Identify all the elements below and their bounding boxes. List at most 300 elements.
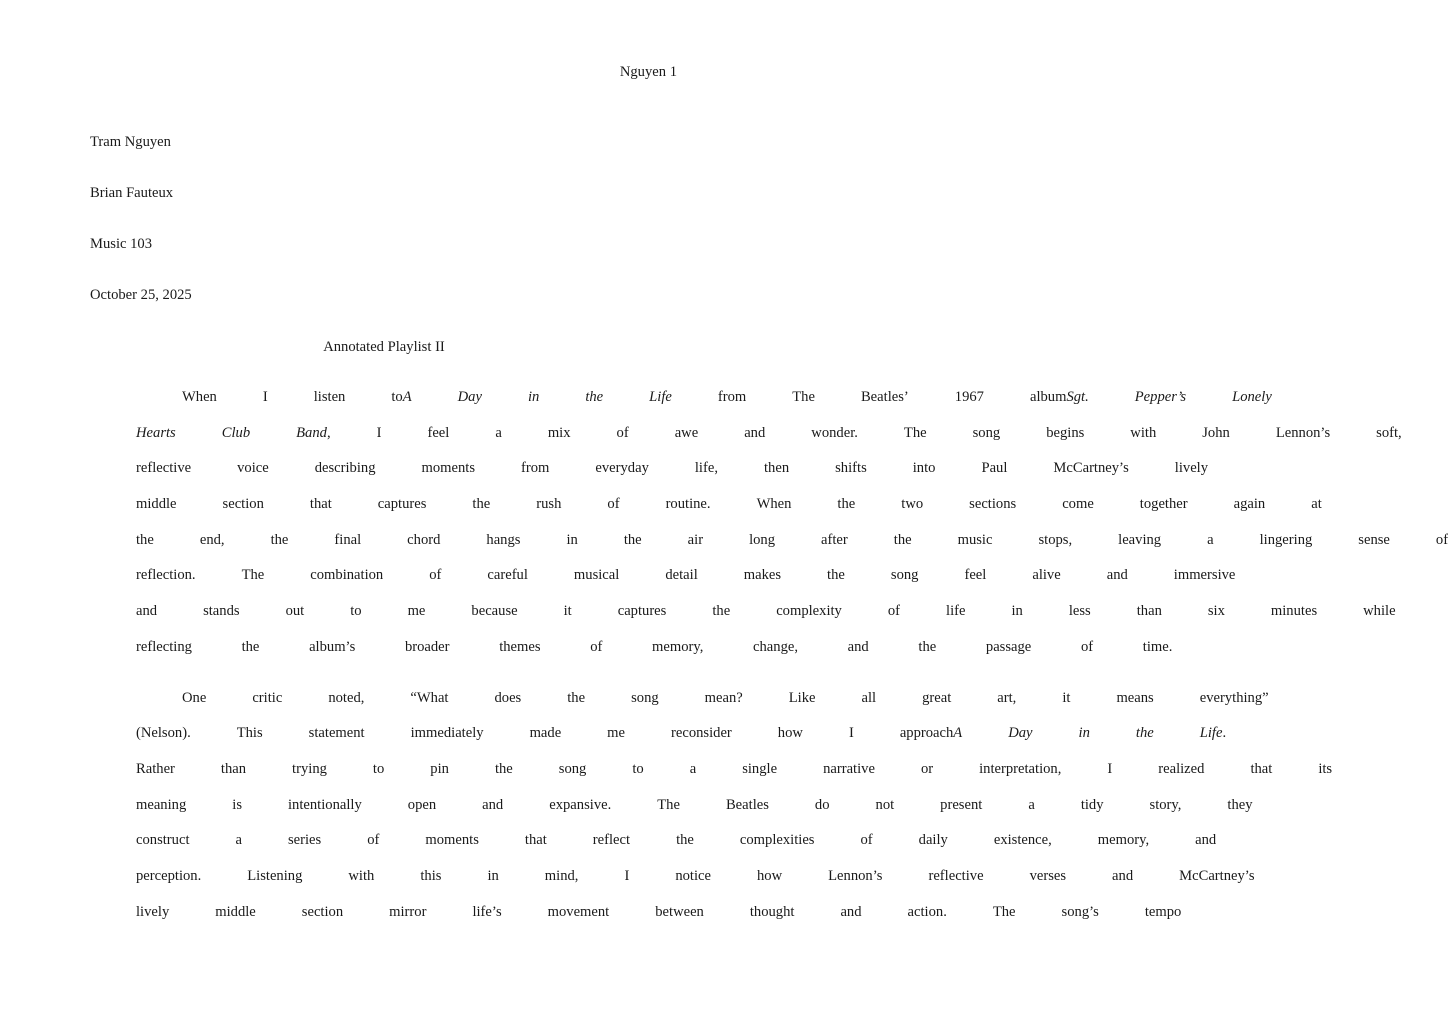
mla-heading [90, 132, 678, 336]
text: moments [421, 460, 476, 477]
word [240, 600, 305, 636]
word [1035, 794, 1104, 830]
word [586, 758, 643, 794]
word [345, 386, 411, 422]
word [984, 865, 1066, 901]
word [782, 865, 882, 901]
word [90, 901, 169, 937]
word [603, 386, 672, 422]
word [449, 758, 513, 794]
text: reflective [928, 867, 984, 884]
word [609, 901, 704, 937]
text: (Nelson). [136, 725, 191, 742]
text: mix [547, 424, 571, 441]
word [482, 386, 539, 422]
word [441, 865, 498, 901]
text: the [918, 638, 937, 655]
text: passage [985, 638, 1032, 655]
text: and [136, 603, 158, 620]
word [746, 386, 815, 422]
word [625, 722, 732, 758]
word [90, 722, 191, 758]
text-line [90, 687, 1269, 723]
text: I [262, 389, 268, 405]
word [620, 493, 711, 529]
word [777, 758, 875, 794]
text: verses [1029, 867, 1067, 884]
word [611, 794, 680, 830]
word [629, 865, 711, 901]
text: combination [310, 567, 384, 584]
word [362, 794, 436, 830]
text: between [655, 903, 704, 920]
italic-text: A [953, 725, 963, 742]
text: thought [749, 903, 795, 920]
word [1312, 529, 1390, 565]
text: Beatles’ [860, 389, 909, 405]
text: shifts [835, 460, 867, 477]
text-line [90, 865, 1255, 901]
word [453, 636, 544, 672]
text: album [1029, 389, 1067, 405]
text: I [624, 867, 630, 884]
text: the [712, 603, 731, 620]
text: realized [1158, 760, 1205, 777]
italic-text: Club [221, 424, 251, 441]
text: describing [314, 460, 376, 477]
text: sense [1358, 531, 1390, 548]
running-head: Nguyen 1 [619, 64, 677, 80]
word [412, 386, 482, 422]
word [872, 636, 940, 672]
word [1035, 636, 1097, 672]
word [935, 457, 1007, 493]
word [479, 829, 547, 865]
text: I [376, 424, 382, 441]
text: 1967 [954, 389, 984, 405]
word [263, 636, 359, 672]
text: from [717, 389, 747, 405]
text: soft, [1376, 424, 1402, 441]
word [383, 564, 441, 600]
word [561, 722, 625, 758]
word [882, 865, 983, 901]
word [1000, 422, 1084, 458]
text: immersive [1173, 567, 1236, 584]
text: section [222, 496, 264, 513]
text: life, [694, 460, 718, 477]
word [1091, 600, 1162, 636]
word [984, 386, 1089, 422]
word [666, 600, 730, 636]
word [571, 422, 629, 458]
text: routine. [665, 496, 711, 513]
text: immediately [410, 725, 484, 742]
italic-text: Day [457, 389, 482, 405]
word [503, 794, 611, 830]
word [374, 865, 441, 901]
word [680, 794, 769, 830]
text: of [429, 567, 442, 584]
text: broader [404, 638, 450, 655]
word [992, 529, 1072, 565]
text: chord [407, 531, 441, 548]
text: tidy [1080, 796, 1104, 813]
text: how [757, 867, 783, 884]
text: narrative [823, 760, 875, 777]
text: end, [199, 531, 225, 548]
word [206, 687, 282, 723]
word [302, 865, 374, 901]
word [743, 687, 816, 723]
word [1016, 687, 1070, 723]
italic-text: Sgt. [1066, 389, 1089, 405]
word [1330, 422, 1402, 458]
text: the [893, 531, 912, 548]
text-line [90, 758, 1333, 794]
text: mean? [704, 689, 743, 706]
text: Paul [981, 460, 1008, 477]
word [923, 493, 1016, 529]
text: notice [675, 867, 711, 884]
word [539, 386, 603, 422]
text: McCartney’s [1053, 460, 1129, 477]
text: detail [665, 567, 698, 584]
text: tempo [1144, 903, 1182, 920]
text: rush [536, 496, 562, 513]
word [157, 600, 239, 636]
word [250, 422, 330, 458]
word [1112, 758, 1204, 794]
text: to [350, 603, 362, 620]
text: this [420, 867, 442, 884]
word [561, 493, 619, 529]
text: they [1227, 796, 1253, 813]
text: in [487, 867, 499, 884]
word [191, 722, 263, 758]
word [855, 493, 923, 529]
text: a [235, 832, 242, 849]
word [513, 758, 587, 794]
word [90, 529, 154, 565]
text: noted, [328, 689, 365, 706]
text: with [348, 867, 375, 884]
text: six [1207, 603, 1225, 620]
text: that [524, 832, 547, 849]
word [528, 564, 619, 600]
text: hangs [486, 531, 521, 548]
text: middle [136, 496, 177, 513]
text: it [1062, 689, 1071, 706]
word [814, 829, 872, 865]
word [1272, 758, 1332, 794]
word [136, 687, 206, 723]
text: song [890, 567, 919, 584]
word [629, 422, 699, 458]
word [521, 687, 585, 723]
text: leaving [1118, 531, 1162, 548]
word [520, 529, 577, 565]
word [802, 636, 873, 672]
word [1156, 422, 1230, 458]
text: how [777, 725, 803, 742]
word [842, 600, 900, 636]
text: intentionally [288, 796, 362, 813]
word [499, 865, 579, 901]
word [169, 901, 256, 937]
text: perception. [136, 867, 202, 884]
text: construct [136, 832, 190, 849]
word [711, 865, 782, 901]
text: The [903, 424, 927, 441]
word [484, 722, 562, 758]
italic-text: the [1135, 725, 1154, 742]
text: everyday [595, 460, 649, 477]
word [288, 529, 361, 565]
word [698, 422, 765, 458]
text: begins [1046, 424, 1085, 441]
text: then [763, 460, 790, 477]
text: life [946, 603, 966, 620]
text: alive [1032, 567, 1061, 584]
text: meaning [136, 796, 187, 813]
text: careful [487, 567, 528, 584]
italic-text: Day [1008, 725, 1033, 742]
word [912, 529, 993, 565]
word [362, 600, 426, 636]
text: come [1062, 496, 1094, 513]
text: made [529, 725, 562, 742]
word [381, 422, 449, 458]
word [947, 901, 1016, 937]
text: feel [427, 424, 450, 441]
text: wonder. [811, 424, 858, 441]
text: of [590, 638, 603, 655]
text: does [494, 689, 522, 706]
text: John [1202, 424, 1230, 441]
text: reflecting [136, 638, 192, 655]
word [426, 493, 490, 529]
word [186, 794, 242, 830]
word [264, 493, 332, 529]
word [982, 794, 1034, 830]
text: again [1233, 496, 1266, 513]
text: movement [547, 903, 610, 920]
text: and [744, 424, 766, 441]
word [769, 794, 830, 830]
text: two [901, 496, 924, 513]
text-line [90, 422, 1402, 458]
text-line [90, 829, 1217, 865]
text-line [90, 457, 1209, 493]
word [544, 636, 606, 672]
text: interpretation, [979, 760, 1062, 777]
word [1066, 865, 1133, 901]
word [765, 422, 858, 458]
text: complexity [776, 603, 842, 620]
word [803, 722, 854, 758]
word [585, 687, 659, 723]
word [848, 529, 912, 565]
word [789, 457, 867, 493]
text: to [632, 760, 644, 777]
word [606, 636, 707, 672]
text: captures [617, 603, 667, 620]
word [703, 529, 775, 565]
word [1094, 493, 1188, 529]
word [263, 722, 365, 758]
word [90, 758, 175, 794]
word [986, 564, 1060, 600]
word [154, 529, 225, 565]
text: great [922, 689, 952, 706]
text: final [334, 531, 362, 548]
word [1317, 600, 1395, 636]
text: that [309, 496, 332, 513]
text: story, [1149, 796, 1182, 813]
word [858, 422, 927, 458]
text: reconsider [671, 725, 732, 742]
text-line [90, 600, 1396, 636]
word [659, 687, 743, 723]
word [343, 901, 426, 937]
word [436, 794, 503, 830]
word [649, 457, 718, 493]
word [365, 722, 484, 758]
word [1016, 901, 1099, 937]
italic-text: in [527, 389, 540, 405]
word [475, 457, 549, 493]
text: , [326, 424, 331, 441]
word [876, 687, 951, 723]
italic-text: in [1078, 725, 1090, 742]
word [449, 422, 501, 458]
text: Lennon’s [828, 867, 883, 884]
word [196, 636, 264, 672]
text: Beatles [725, 796, 769, 813]
word [1084, 422, 1156, 458]
text: while [1363, 603, 1396, 620]
text: the [567, 689, 586, 706]
text-line [90, 794, 1253, 830]
text: song [972, 424, 1001, 441]
text: Lennon’s [1275, 424, 1331, 441]
word [1007, 457, 1128, 493]
text: daily [918, 832, 948, 849]
text: and [840, 903, 862, 920]
word [927, 422, 1001, 458]
word [426, 901, 501, 937]
text: McCartney’s [1179, 867, 1255, 884]
word [177, 493, 264, 529]
text: is [232, 796, 242, 813]
text: because [471, 603, 518, 620]
text: memory, [652, 638, 704, 655]
text-line [90, 386, 1272, 422]
word [1129, 457, 1208, 493]
text: and [1112, 867, 1134, 884]
text: a [689, 760, 697, 777]
word [332, 493, 427, 529]
text: sections [969, 496, 1017, 513]
text: moments [425, 832, 479, 849]
word [191, 457, 269, 493]
word [711, 493, 792, 529]
word [364, 687, 448, 723]
italic-text: Band [296, 424, 327, 441]
text: “What [410, 689, 449, 706]
word [894, 794, 982, 830]
text: art, [997, 689, 1017, 706]
text: time. [1142, 638, 1173, 655]
text: it [563, 603, 572, 620]
course-name: Music 103 [90, 236, 153, 252]
italic-text: Pepper’s [1134, 389, 1187, 405]
text: music [957, 531, 993, 548]
text: approach [899, 725, 954, 742]
text: Like [788, 689, 816, 706]
word [644, 758, 696, 794]
word [502, 422, 571, 458]
word [268, 386, 346, 422]
word [1070, 687, 1153, 723]
text: or [920, 760, 934, 777]
word [630, 829, 694, 865]
word [90, 422, 176, 458]
text: pin [430, 760, 449, 777]
text: reflection. [136, 567, 196, 584]
word [791, 493, 855, 529]
text: section [301, 903, 344, 920]
text: lively [136, 903, 170, 920]
text: song’s [1061, 903, 1099, 920]
word [242, 794, 362, 830]
word [441, 564, 528, 600]
body-text [90, 386, 1448, 936]
word [90, 493, 177, 529]
word [816, 687, 877, 723]
word [1181, 794, 1252, 830]
word [1061, 564, 1128, 600]
word [1089, 386, 1186, 422]
word [1162, 600, 1225, 636]
text: the [676, 832, 694, 849]
word [518, 600, 572, 636]
text: Rather [136, 760, 175, 777]
text: of [616, 424, 629, 441]
word [918, 564, 986, 600]
text: the [136, 531, 154, 548]
text: existence, [993, 832, 1052, 849]
text-line [90, 564, 1236, 600]
word [1061, 758, 1112, 794]
text: than [1136, 603, 1162, 620]
word [781, 564, 845, 600]
text: trying [292, 760, 327, 777]
word [873, 829, 948, 865]
word [1097, 636, 1173, 672]
text: life’s [472, 903, 502, 920]
word [948, 829, 1052, 865]
word [1052, 829, 1149, 865]
word [1033, 722, 1090, 758]
text: The [657, 796, 680, 813]
text: middle [215, 903, 256, 920]
word [933, 758, 1061, 794]
word [264, 564, 383, 600]
word [359, 636, 453, 672]
word [175, 758, 246, 794]
